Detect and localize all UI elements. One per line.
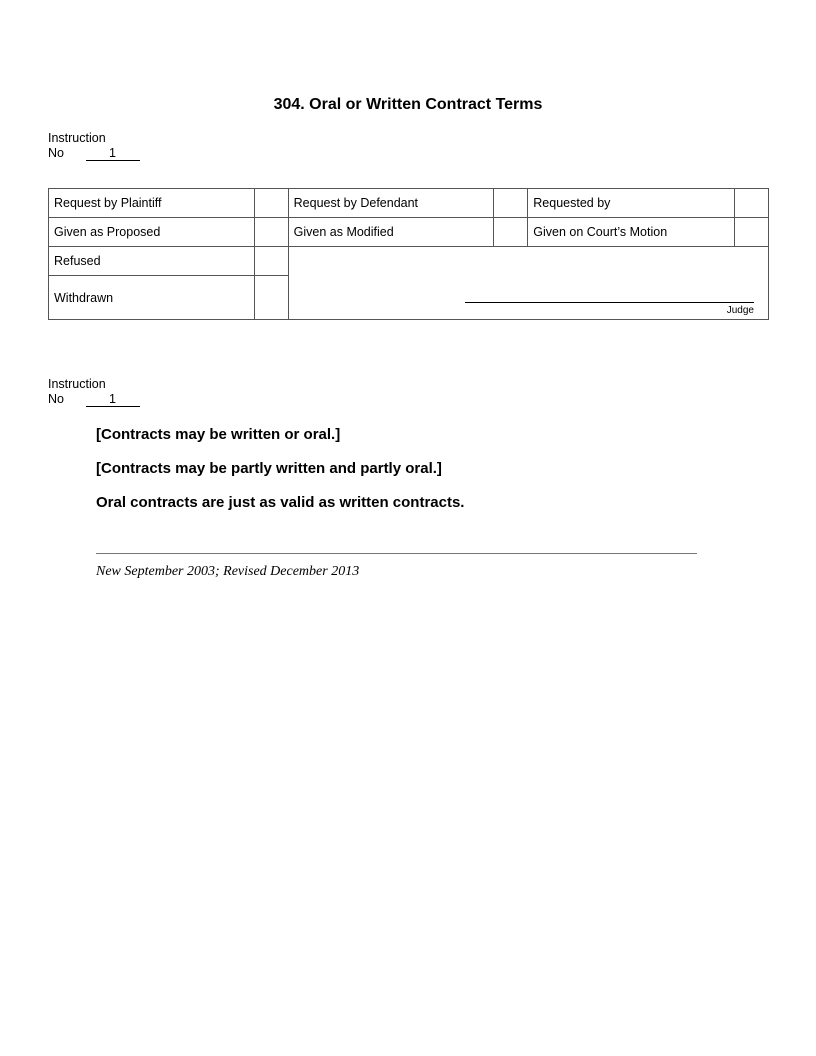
instruction-disposition-table <box>48 188 769 320</box>
request-plaintiff-label: Request by Plaintiff <box>49 189 255 218</box>
requested-by-box[interactable] <box>735 189 769 218</box>
refused-box[interactable] <box>254 247 288 276</box>
page-title: 304. Oral or Written Contract Terms <box>273 96 543 113</box>
request-plaintiff-box[interactable] <box>254 189 288 218</box>
revision-history: New September 2003; Revised December 2013 <box>96 564 360 579</box>
given-court-label: Given on Court’s Motion <box>528 218 735 247</box>
instruction-label: Instruction <box>48 131 106 145</box>
judge-signature-line[interactable] <box>465 302 754 303</box>
instruction-paragraph: Oral contracts are just as valid as written contracts. <box>96 494 465 511</box>
divider <box>96 553 697 554</box>
given-proposed-box[interactable] <box>254 218 288 247</box>
request-defendant-box[interactable] <box>494 189 528 218</box>
instruction-no-label: No <box>48 392 64 406</box>
judge-label: Judge <box>726 305 754 316</box>
instruction-number: 1 <box>86 392 140 407</box>
instruction-paragraph: [Contracts may be written or oral.] <box>96 426 341 443</box>
instruction-label: Instruction <box>48 377 106 391</box>
judge-signature-area <box>288 247 768 320</box>
instruction-header <box>48 131 140 161</box>
request-defendant-label: Request by Defendant <box>288 189 494 218</box>
given-modified-label: Given as Modified <box>288 218 494 247</box>
requested-by-label: Requested by <box>528 189 735 218</box>
withdrawn-label: Withdrawn <box>49 276 255 320</box>
instruction-body-header <box>48 377 140 407</box>
instruction-number: 1 <box>86 146 140 161</box>
refused-label: Refused <box>49 247 255 276</box>
given-court-box[interactable] <box>735 218 769 247</box>
instruction-paragraph: [Contracts may be partly written and partly oral.] <box>96 460 442 477</box>
given-proposed-label: Given as Proposed <box>49 218 255 247</box>
instruction-no-label: No <box>48 146 64 160</box>
withdrawn-box[interactable] <box>254 276 288 320</box>
given-modified-box[interactable] <box>494 218 528 247</box>
